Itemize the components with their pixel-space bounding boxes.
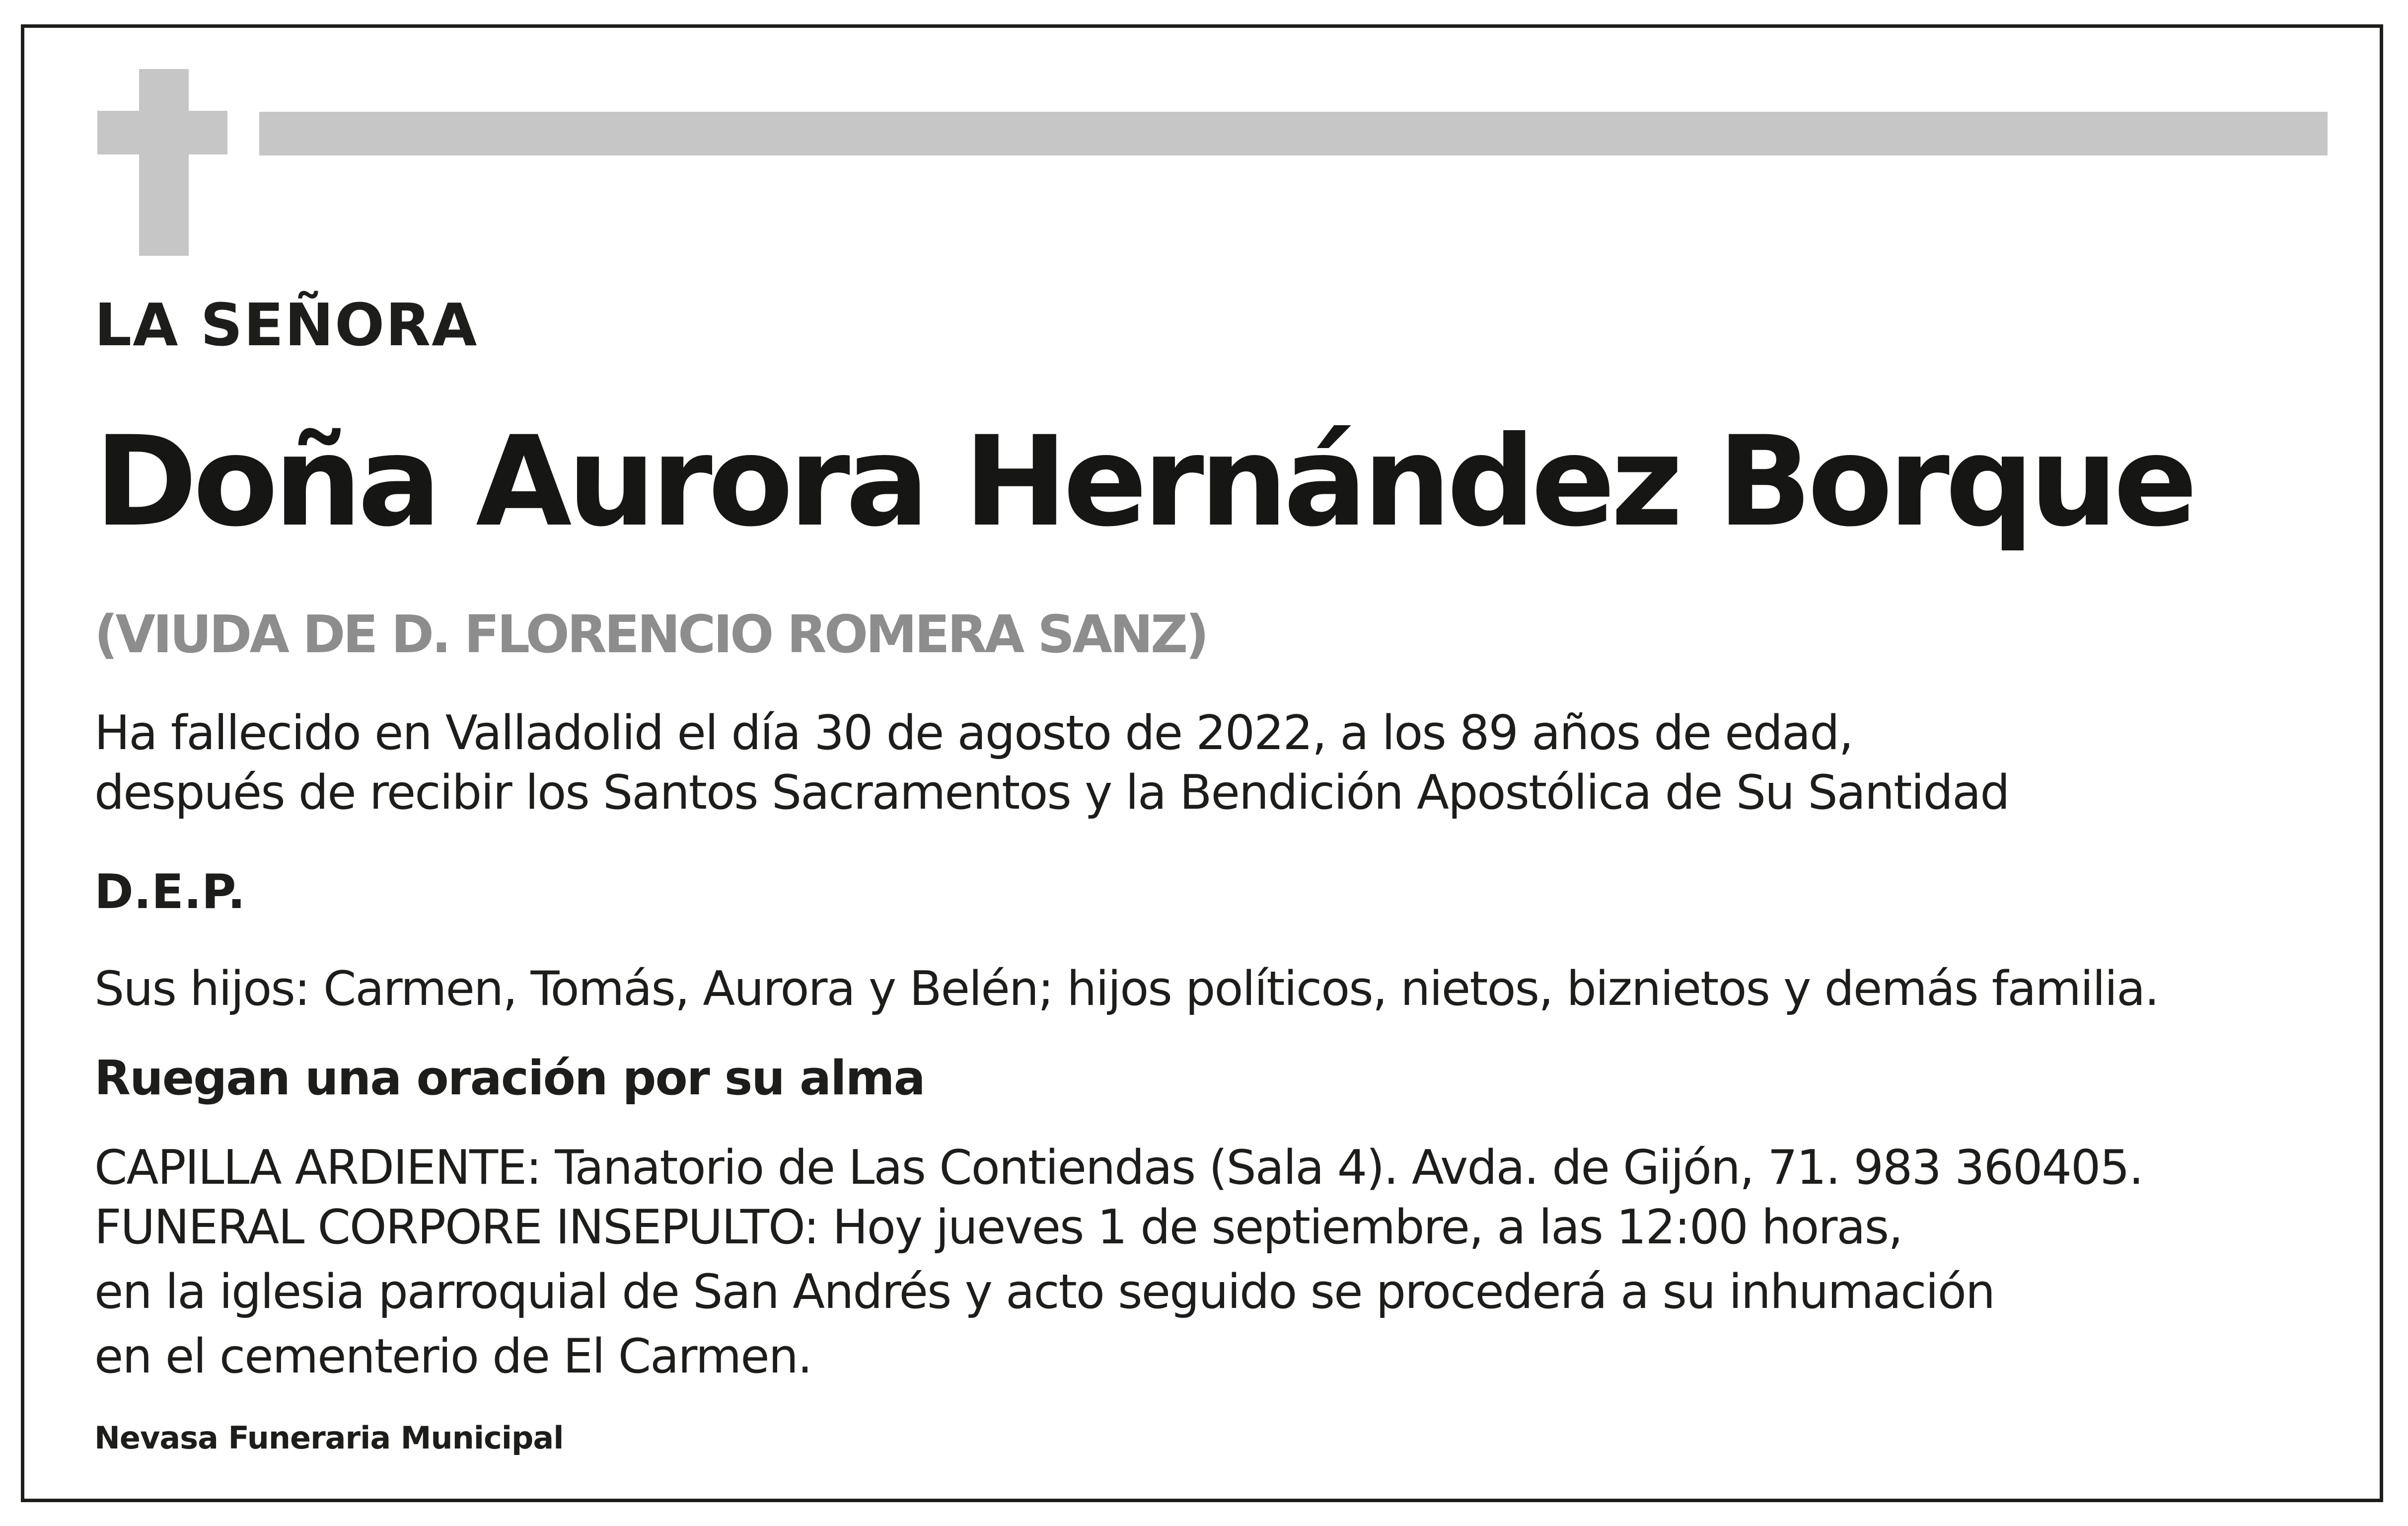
honorific: LA SEÑORA xyxy=(94,291,478,359)
service-details-line: FUNERAL CORPORE INSEPULTO: Hoy jueves 1 de septiembre, a las 12:00 horas, xyxy=(94,1200,1902,1255)
service-details-line: CAPILLA ARDIENTE: Tanatorio de Las Contiendas (Sala 4). Avda. de Gijón, 71. 983 360405. xyxy=(94,1141,2143,1195)
funeral-home: Nevasa Funeraria Municipal xyxy=(94,1420,564,1456)
widow-of: (VIUDA DE D. FLORENCIO ROMERA SANZ) xyxy=(94,604,1207,665)
rip: D.E.P. xyxy=(94,865,246,919)
family-members: Sus hijos: Carmen, Tomás, Aurora y Belén; hijos políticos, nietos, biznietos y demás familia. xyxy=(94,962,2159,1016)
service-details-line: en el cementerio de El Carmen. xyxy=(94,1329,812,1384)
death-announcement-line: después de recibir los Santos Sacramentos y la Bendición Apostólica de Su Santidad xyxy=(94,765,2009,820)
service-details-line: en la iglesia parroquial de San Andrés y acto seguido se procederá a su inhumación xyxy=(94,1265,1995,1319)
prayer-request: Ruegan una oración por su alma xyxy=(94,1051,925,1106)
cross-icon-arm xyxy=(97,111,227,154)
deceased-name: Doña Aurora Hernández Borque xyxy=(94,409,2193,554)
cross-icon xyxy=(139,69,189,256)
death-announcement-line: Ha fallecido en Valladolid el día 30 de agosto de 2022, a los 89 años de edad, xyxy=(94,706,1853,761)
header-rule xyxy=(259,112,2328,155)
